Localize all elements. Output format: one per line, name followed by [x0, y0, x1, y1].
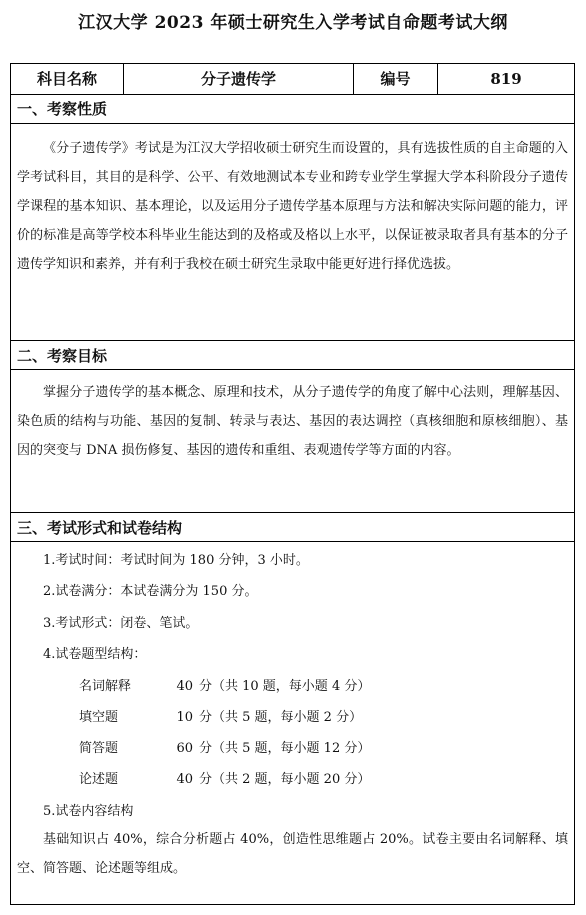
question-type-detail: 分（共 10 题，每小题 4 分） — [199, 679, 371, 694]
content-structure-item: 5.试卷内容结构 — [43, 804, 134, 819]
section-1-paragraph: 《分子遗传学》考试是为江汉大学招收硕士研究生而设置的，具有选拔性质的自主命题的入学考试科目，其目的是科学、公平、有效地测试本专业和跨专业学生掌握大学本科阶段分子遗传学课程的基本知识、基本理论，以及运用分子遗传学基本原理与方法和解决实际问题的能力，评价的标准是高等学校本科毕业生能达到的及格或及格以上水平，以保证被录取者具有基本的分子遗传学知识和素养，并有利于我校在硕士研究生录取中能更好进行择优选拔。 — [17, 141, 568, 272]
syllabus-table — [10, 63, 575, 905]
question-type-detail: 分（共 5 题，每小题 2 分） — [199, 710, 363, 725]
subject-name-label: 科目名称 — [11, 64, 124, 94]
question-type-row — [79, 770, 370, 790]
question-type-detail: 分（共 5 题，每小题 12 分） — [199, 741, 371, 756]
question-types-item: 4.试卷题型结构： — [43, 647, 147, 662]
page-title: 江汉大学 2023 年硕士研究生入学考试自命题考试大纲 — [78, 13, 508, 33]
question-type-score: 60 — [176, 741, 193, 756]
question-type-detail: 分（共 2 题，每小题 20 分） — [199, 772, 371, 787]
question-type-row — [79, 708, 362, 728]
code-value: 819 — [490, 70, 522, 88]
question-type-score: 40 — [176, 679, 193, 694]
section-3-heading: 三、考试形式和试卷结构 — [11, 512, 574, 542]
question-type-name: 名词解释 — [79, 679, 132, 694]
question-type-score: 10 — [176, 710, 193, 725]
section-1-heading: 一、考察性质 — [11, 94, 574, 124]
full-score-item: 2.试卷满分：本试卷满分为 150 分。 — [43, 584, 258, 599]
section-2-paragraph: 掌握分子遗传学的基本概念、原理和技术，从分子遗传学的角度了解中心法则，理解基因、染色质的结构与功能、基因的复制、转录与表达、基因的表达调控（真核细胞和原核细胞）、基因的突变与 DNA 损伤修复、基因的遗传和重组、表观遗传学等方面的内容。 — [17, 385, 568, 458]
question-type-name: 论述题 — [79, 772, 119, 787]
section-3-paragraph: 基础知识占 40%，综合分析题占 40%，创造性思维题占 20%。试卷主要由名词解释、填空、简答题、论述题等组成。 — [17, 832, 568, 876]
exam-form-item: 3.考试形式：闭卷、笔试。 — [43, 616, 199, 631]
question-type-name: 填空题 — [79, 710, 119, 725]
subject-name-value: 分子遗传学 — [124, 64, 354, 94]
question-type-row — [79, 677, 370, 697]
question-type-row — [79, 739, 370, 759]
code-label: 编号 — [354, 64, 438, 94]
section-2-heading: 二、考察目标 — [11, 340, 574, 370]
question-type-score: 40 — [176, 772, 193, 787]
subject-header-row — [11, 64, 574, 95]
exam-time-item: 1.考试时间：考试时间为 180 分钟，3 小时。 — [43, 553, 309, 568]
question-type-name: 简答题 — [79, 741, 119, 756]
